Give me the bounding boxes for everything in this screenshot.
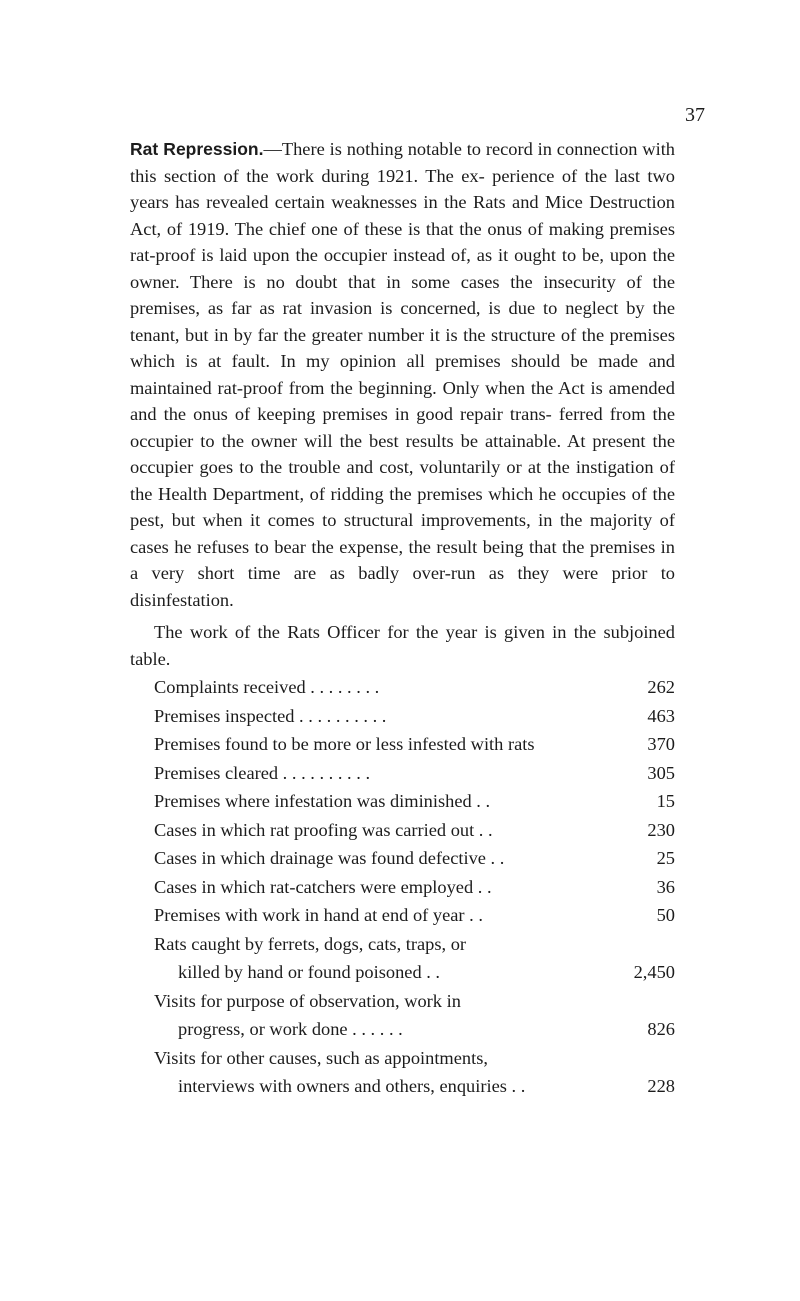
row-value: 15 (656, 791, 675, 811)
paragraph-table-intro: The work of the Rats Officer for the year is given in the subjoined table. (130, 622, 675, 669)
paragraph-intro (130, 136, 675, 613)
section-heading: Rat Repression. (130, 139, 264, 159)
row-label-line1: Visits for other causes, such as appointments, (154, 1047, 488, 1068)
table-row (130, 988, 675, 1045)
table-row (130, 703, 675, 732)
row-value: 262 (647, 677, 675, 697)
table-row (130, 760, 675, 789)
page-number: 37 (685, 104, 705, 126)
row-value: 463 (647, 705, 675, 726)
row-label: Cases in which rat-catchers were employed . . (154, 876, 492, 897)
row-label: Premises inspected . . . . . . . . . . (154, 705, 387, 726)
rats-officer-table (130, 674, 675, 1102)
row-value: 230 (647, 819, 675, 840)
paragraph-body: —There is nothing notable to record in connection with this section of the work during 1921. The ex- perience of the last two years has revealed certain weaknesses in the Rats and Mice Destruction Act, of 1919. The chief one of these is that the onus of making premises rat-proof is laid upon the occupier instead of, as it ought to be, upon the owner. There is no doubt that in some cases the insecurity of the premises, as far as rat invasion is concerned, is due to neglect by the tenant, but in by far the greater number it is the structure of the premises which is at fault. In my opinion all premises should be made and maintained rat-proof from the beginning. Only when the Act is amended and the onus of keeping premises in good repair trans- ferred from the occupier to the owner will the best results be attainable. At present the occupier goes to the trouble and cost, voluntarily or at the instigation of the Health Department, of ridding the premises which he occupies of the pest, but when it comes to structural improvements, in the majority of cases he refuses to bear the expense, the result being that the premises in a very short time are as badly over-run as they were prior to disinfestation. (130, 139, 675, 610)
section-rat-repression (130, 136, 675, 1102)
row-label: Premises with work in hand at end of year . . (154, 905, 483, 925)
table-row (130, 817, 675, 846)
row-label: Premises cleared . . . . . . . . . . (154, 762, 371, 783)
table-row (130, 731, 675, 760)
table-row (130, 874, 675, 903)
row-label-line1: Visits for purpose of observation, work in (154, 990, 461, 1011)
row-label-line2: interviews with owners and others, enquiries . . (178, 1076, 526, 1096)
table-row (130, 845, 675, 874)
row-value: 370 (647, 734, 675, 754)
table-row (130, 788, 675, 817)
row-value: 305 (647, 762, 675, 783)
row-label: Premises found to be more or less infested with rats (154, 734, 535, 754)
row-label: Cases in which drainage was found defective . . (154, 848, 505, 868)
row-label-line2: killed by hand or found poisoned . . (178, 962, 441, 982)
table-row (130, 674, 675, 703)
row-value: 2,450 (633, 962, 675, 982)
row-value: 25 (656, 848, 675, 868)
row-label: Cases in which rat proofing was carried out . . (154, 819, 493, 840)
table-row (130, 1045, 675, 1102)
row-value: 50 (656, 905, 675, 925)
table-row (130, 931, 675, 988)
row-value: 826 (647, 1019, 675, 1039)
row-label: Premises where infestation was diminished . . (154, 791, 491, 811)
row-value: 228 (647, 1076, 675, 1096)
row-label: Complaints received . . . . . . . . (154, 677, 380, 697)
row-label-line1: Rats caught by ferrets, dogs, cats, traps, or (154, 933, 467, 954)
row-value: 36 (656, 876, 675, 897)
table-row (130, 902, 675, 931)
row-label-line2: progress, or work done . . . . . . (178, 1019, 403, 1039)
